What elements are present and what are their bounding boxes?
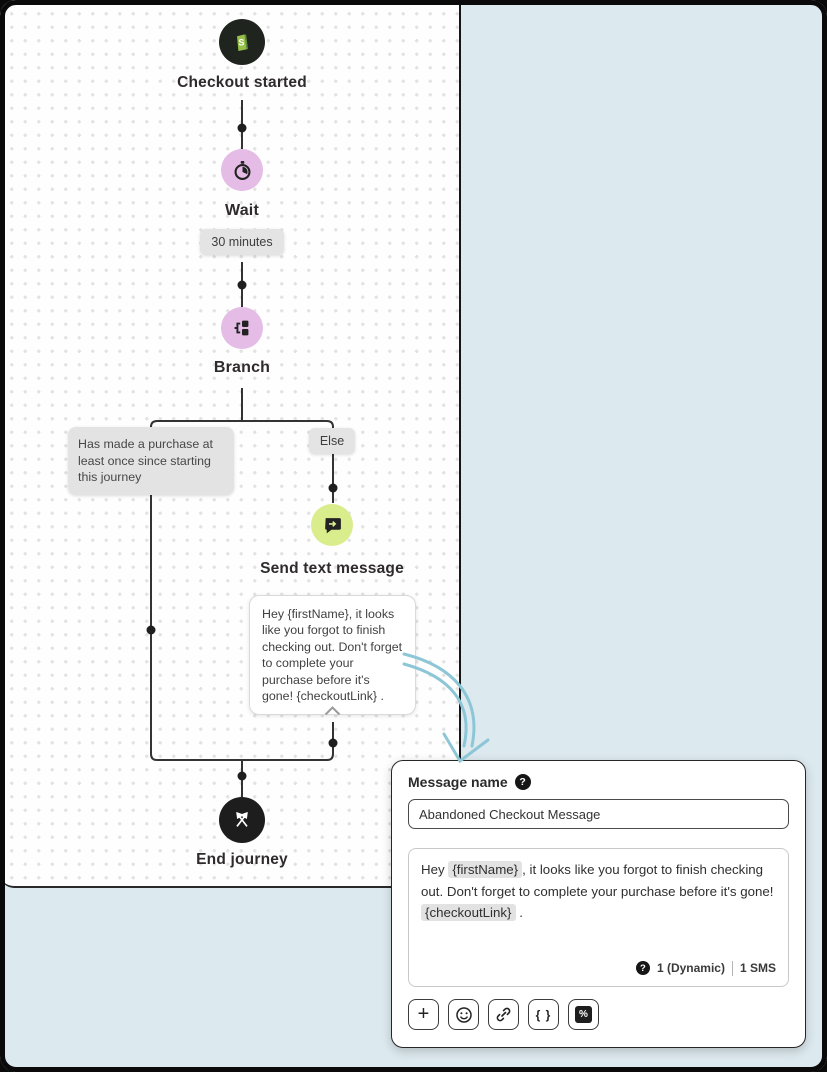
annotation-arrow bbox=[396, 646, 511, 768]
first-name-token[interactable]: {firstName} bbox=[448, 861, 522, 878]
end-journey-node[interactable] bbox=[219, 797, 265, 843]
wait-duration-badge[interactable]: 30 minutes bbox=[200, 229, 283, 255]
dynamic-help-icon[interactable]: ? bbox=[636, 961, 650, 975]
checkout-started-node[interactable] bbox=[219, 19, 265, 65]
send-text-node[interactable] bbox=[311, 504, 353, 546]
branch-condition-else-badge[interactable]: Else bbox=[309, 428, 355, 454]
journey-canvas[interactable] bbox=[0, 0, 461, 888]
smiley-icon bbox=[455, 1006, 473, 1024]
link-icon bbox=[495, 1006, 512, 1023]
message-editor-panel bbox=[391, 760, 806, 1048]
message-name-label: Message name bbox=[408, 774, 508, 790]
svg-text:S: S bbox=[238, 37, 245, 48]
branch-icon bbox=[232, 318, 252, 338]
sms-count: 1 SMS bbox=[739, 960, 776, 975]
dynamic-count: 1 (Dynamic) bbox=[656, 960, 725, 975]
send-text-label: Send text message bbox=[260, 560, 404, 577]
timer-icon bbox=[232, 160, 253, 181]
editor-text: Hey bbox=[421, 862, 449, 877]
branch-node[interactable] bbox=[221, 307, 263, 349]
shopify-icon bbox=[230, 30, 254, 54]
discount-icon: % bbox=[575, 1006, 592, 1023]
merge-tag-button[interactable] bbox=[528, 999, 559, 1030]
collapse-chevron-icon[interactable] bbox=[324, 706, 341, 716]
message-preview-box[interactable]: Hey {firstName}, it looks like you forgot to finish checking out. Don't forget to complete your purchase before it's gone! {checkoutLink} . bbox=[249, 595, 416, 715]
plus-icon: + bbox=[417, 1002, 430, 1025]
wait-label: Wait bbox=[225, 202, 259, 219]
count-divider bbox=[732, 961, 733, 976]
send-message-icon bbox=[322, 515, 343, 536]
checkout-link-token[interactable]: {checkoutLink} bbox=[421, 904, 516, 921]
message-counts bbox=[636, 959, 776, 978]
end-journey-label: End journey bbox=[196, 851, 288, 868]
discount-button[interactable] bbox=[568, 999, 599, 1030]
branch-condition-left[interactable]: Has made a purchase at least once since starting this journey bbox=[68, 427, 234, 495]
editor-text: . bbox=[515, 905, 523, 921]
editor-toolbar bbox=[408, 999, 789, 1030]
help-icon[interactable]: ? bbox=[515, 774, 531, 790]
editor-text: , it looks like you forgot to finish checking out. Don't forget to complete your purchase before it's gone! bbox=[421, 862, 774, 899]
emoji-button[interactable] bbox=[448, 999, 479, 1030]
checkout-started-label: Checkout started bbox=[177, 74, 307, 91]
message-body-editor[interactable] bbox=[408, 848, 789, 987]
add-button[interactable] bbox=[408, 999, 439, 1030]
link-button[interactable] bbox=[488, 999, 519, 1030]
wait-node[interactable] bbox=[221, 149, 263, 191]
wait-duration-wrap bbox=[122, 229, 362, 255]
crossed-flags-icon bbox=[231, 809, 253, 831]
message-name-input[interactable] bbox=[408, 799, 789, 829]
branch-condition-right-wrap bbox=[272, 428, 392, 454]
braces-icon: { } bbox=[535, 1007, 552, 1022]
branch-label: Branch bbox=[213, 359, 271, 376]
